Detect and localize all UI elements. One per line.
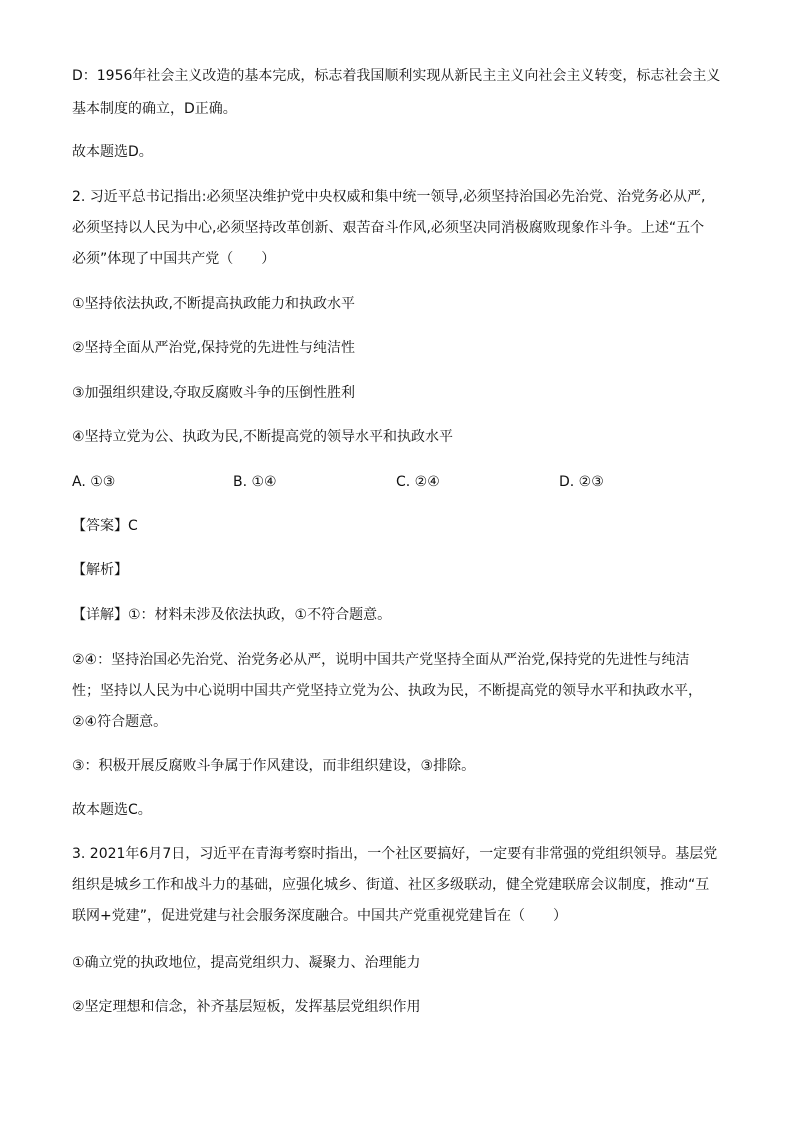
explanation-line: ③：积极开展反腐败斗争属于作风建设，而非组织建设，③排除。 (72, 758, 476, 774)
question-2-stem: 必须”体现了中国共产党（ ） (72, 251, 276, 267)
statement-4: ④坚持立党为公、执政为民,不断提高党的领导水平和执政水平 (72, 429, 453, 445)
question-3-stem: 组织是城乡工作和战斗力的基础，应强化城乡、街道、社区多级联动，健全党建联席会议制度，推动“互 (72, 877, 710, 893)
statement-2: ②坚持全面从严治党,保持党的先进性与纯洁性 (72, 340, 355, 356)
question-2-stem: 2. 习近平总书记指出:必须坚决维护党中央权威和集中统一领导,必须坚持治国必先治党、治党务必从严, (72, 189, 706, 205)
statement-2: ②坚定理想和信念，补齐基层短板，发挥基层党组织作用 (72, 999, 421, 1015)
statement-1: ①确立党的执政地位，提高党组织力、凝聚力、治理能力 (72, 955, 421, 971)
explanation-line: ②④：坚持治国必先治党、治党务必从严，说明中国共产党坚持全面从严治党,保持党的先进性与纯洁 (72, 652, 690, 668)
paragraph-line: D：1956年社会主义改造的基本完成，标志着我国顺利实现从新民主主义向社会主义转变，标志社会主义 (72, 68, 721, 84)
paragraph-line: 故本题选C。 (72, 802, 152, 818)
paragraph-line: 故本题选D。 (72, 144, 153, 160)
paragraph-line: 基本制度的确立，D正确。 (72, 101, 237, 117)
option-d: D. ②③ (559, 474, 604, 490)
question-3-stem: 3. 2021年6月7日，习近平在青海考察时指出，一个社区要搞好，一定要有非常强的党组织领导。基层党 (72, 846, 718, 862)
answer-label: 【答案】C (72, 518, 138, 534)
explanation-line: 性；坚持以人民为中心说明中国共产党坚持立党为公、执政为民，不断提高党的领导水平和执政水平， (72, 683, 702, 699)
option-a: A. ①③ (72, 474, 116, 490)
statement-1: ①坚持依法执政,不断提高执政能力和执政水平 (72, 296, 355, 312)
option-c: C. ②④ (396, 474, 440, 490)
explanation-line: ②④符合题意。 (72, 714, 168, 730)
question-3-stem: 联网+党建”，促进党建与社会服务深度融合。中国共产党重视党建旨在（ ） (72, 908, 567, 924)
option-b: B. ①④ (233, 474, 277, 490)
analysis-label: 【解析】 (72, 562, 128, 578)
explanation-line: 【详解】①：材料未涉及依法执政，①不符合题意。 (72, 607, 392, 623)
statement-3: ③加强组织建设,夺取反腐败斗争的压倒性胜利 (72, 385, 355, 401)
question-2-stem: 必须坚持以人民为中心,必须坚持改革创新、艰苦奋斗作风,必须坚决同消极腐败现象作斗争。上述“五个 (72, 220, 705, 236)
